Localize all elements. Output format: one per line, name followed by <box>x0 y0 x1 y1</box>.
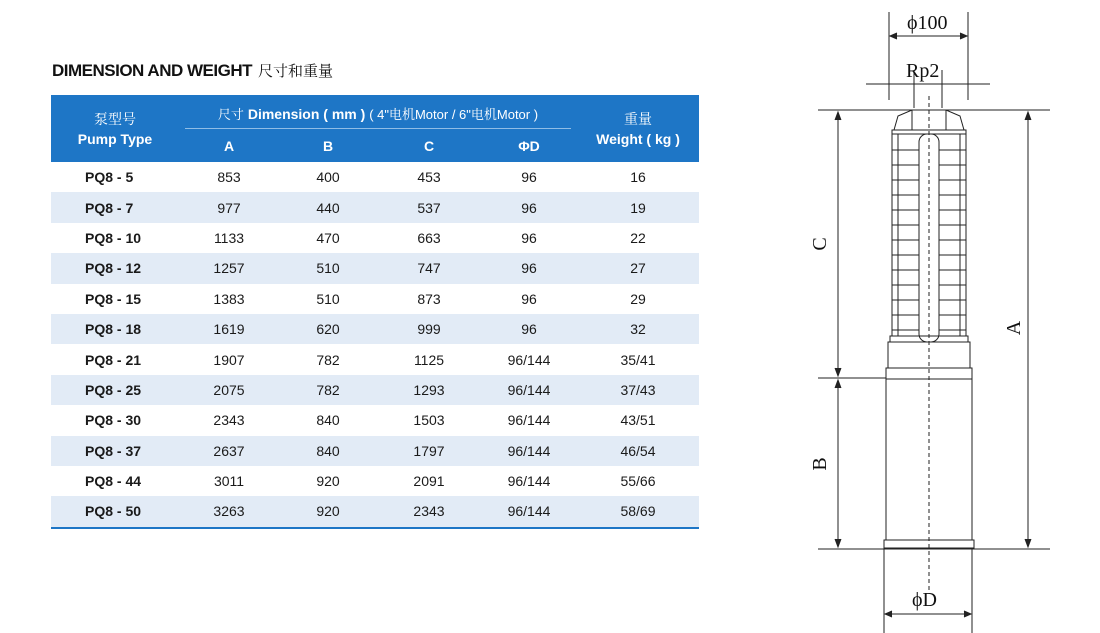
dimension-b-cell: 840 <box>316 412 340 429</box>
dimension-b-cell: 920 <box>316 473 340 490</box>
dimension-b-cell: 782 <box>279 375 377 405</box>
diameter-d-cell: 96 <box>521 290 537 307</box>
model-cell: PQ8 - 15 <box>85 290 142 307</box>
weight-cell: 37/43 <box>577 375 699 405</box>
weight-header-en: Weight ( kg ) <box>596 130 680 147</box>
weight-cell: 43/51 <box>620 412 656 429</box>
dimension-c-cell: 2343 <box>377 496 481 527</box>
dimension-header-cn: 尺寸 <box>217 107 244 122</box>
dimension-c-cell: 663 <box>417 229 441 246</box>
dimension-b-cell: 920 <box>279 496 377 527</box>
diameter-d-cell: 96/144 <box>507 412 551 429</box>
dimension-c-cell: 1797 <box>377 436 481 466</box>
weight-cell: 58/69 <box>577 496 699 527</box>
model-cell: PQ8 - 30 <box>85 412 142 429</box>
dimension-a-cell: 2637 <box>179 436 279 466</box>
outlet-label: Rp2 <box>906 60 940 82</box>
diameter-d-cell: 96 <box>521 229 537 246</box>
dimension-a-label: A <box>1003 320 1025 336</box>
col-c-header: C <box>377 129 481 162</box>
weight-cell: 46/54 <box>577 436 699 466</box>
section-title-en: DIMENSION AND WEIGHT <box>52 61 252 80</box>
dimension-a-cell: 1619 <box>179 314 279 344</box>
section-title-cn: 尺寸和重量 <box>257 63 333 80</box>
weight-cell: 55/66 <box>620 473 656 490</box>
dimension-c-cell: 453 <box>417 169 441 186</box>
dimension-b-cell: 400 <box>316 169 340 186</box>
table-body <box>51 162 699 528</box>
table-row <box>51 496 699 527</box>
dimension-a-cell: 2075 <box>179 375 279 405</box>
dimension-a-cell: 1257 <box>179 253 279 283</box>
col-d-header: ΦD <box>481 129 577 162</box>
table-row <box>51 466 699 496</box>
pump-type-header-en: Pump Type <box>77 130 153 147</box>
dimension-c-cell: 537 <box>377 192 481 222</box>
table-row <box>51 284 699 314</box>
model-cell: PQ8 - 10 <box>85 229 142 246</box>
dimension-c-label: C <box>809 237 831 251</box>
model-cell: PQ8 - 7 <box>51 192 179 222</box>
diameter-d-cell: 96 <box>481 253 577 283</box>
diameter-d-cell: 96/144 <box>481 496 577 527</box>
dimension-header-en: Dimension <box>247 106 320 122</box>
pump-type-header <box>51 95 179 162</box>
col-b-header: B <box>279 129 377 162</box>
weight-cell: 22 <box>630 229 646 246</box>
weight-cell: 16 <box>630 169 646 186</box>
dimension-a-cell: 3263 <box>179 496 279 527</box>
table-row <box>51 314 699 344</box>
weight-cell: 29 <box>630 290 646 307</box>
dimension-b-label: B <box>809 457 831 471</box>
table-header <box>51 95 699 162</box>
dimension-header-note: ( 4"电机Motor / 6"电机Motor ) <box>369 107 539 122</box>
dimension-a-cell: 1383 <box>213 290 245 307</box>
dimension-b-cell: 510 <box>316 290 340 307</box>
weight-header <box>577 95 699 162</box>
dimension-b-cell: 620 <box>279 314 377 344</box>
dimension-c-cell: 747 <box>377 253 481 283</box>
model-cell: PQ8 - 12 <box>51 253 179 283</box>
model-cell: PQ8 - 18 <box>51 314 179 344</box>
dimension-c-cell: 1293 <box>377 375 481 405</box>
diameter-d-cell: 96 <box>481 314 577 344</box>
section-title <box>52 60 333 81</box>
weight-cell: 35/41 <box>620 351 656 368</box>
diameter-d-cell: 96/144 <box>507 473 551 490</box>
table-row <box>51 223 699 253</box>
pump-dimension-drawing <box>780 0 1100 633</box>
dimension-b-cell: 782 <box>316 351 340 368</box>
dimension-b-cell: 510 <box>279 253 377 283</box>
table-row <box>51 344 699 374</box>
model-cell: PQ8 - 21 <box>85 351 142 368</box>
dimension-c-cell: 2091 <box>413 473 445 490</box>
diameter-d-cell: 96 <box>521 169 537 186</box>
weight-cell: 19 <box>577 192 699 222</box>
weight-header-cn: 重量 <box>624 110 652 127</box>
pump-type-header-cn: 泵型号 <box>94 110 136 127</box>
dimension-b-cell: 470 <box>316 229 340 246</box>
dimension-weight-table <box>51 95 699 529</box>
dimension-c-cell: 999 <box>377 314 481 344</box>
dimension-a-cell: 1907 <box>213 351 245 368</box>
weight-cell: 32 <box>577 314 699 344</box>
model-cell: PQ8 - 5 <box>85 169 134 186</box>
table-row <box>51 162 699 192</box>
model-cell: PQ8 - 44 <box>85 473 142 490</box>
dimension-a-cell: 977 <box>179 192 279 222</box>
dimension-b-cell: 840 <box>279 436 377 466</box>
dimension-b-cell: 440 <box>279 192 377 222</box>
dimension-c-cell: 873 <box>417 290 441 307</box>
dimension-a-cell: 853 <box>217 169 241 186</box>
table-row <box>51 375 699 405</box>
bottom-diameter-label: ϕD <box>912 589 937 611</box>
table-row <box>51 436 699 466</box>
dimension-group-header <box>179 95 577 129</box>
model-cell: PQ8 - 25 <box>51 375 179 405</box>
model-cell: PQ8 - 50 <box>51 496 179 527</box>
dimension-a-cell: 1133 <box>213 229 245 246</box>
model-cell: PQ8 - 37 <box>51 436 179 466</box>
dimension-a-cell: 3011 <box>213 473 245 490</box>
top-diameter-label: ϕ100 <box>907 12 948 34</box>
diameter-d-cell: 96/144 <box>481 375 577 405</box>
col-a-header: A <box>179 129 279 162</box>
table-row <box>51 192 699 222</box>
dimension-header-unit: ( mm ) <box>323 106 366 122</box>
diameter-d-cell: 96/144 <box>481 436 577 466</box>
table-row <box>51 253 699 283</box>
table-row <box>51 405 699 435</box>
weight-cell: 27 <box>577 253 699 283</box>
diameter-d-cell: 96/144 <box>507 351 551 368</box>
dimension-c-cell: 1503 <box>413 412 445 429</box>
diameter-d-cell: 96 <box>481 192 577 222</box>
dimension-c-cell: 1125 <box>413 351 445 368</box>
dimension-a-cell: 2343 <box>213 412 245 429</box>
